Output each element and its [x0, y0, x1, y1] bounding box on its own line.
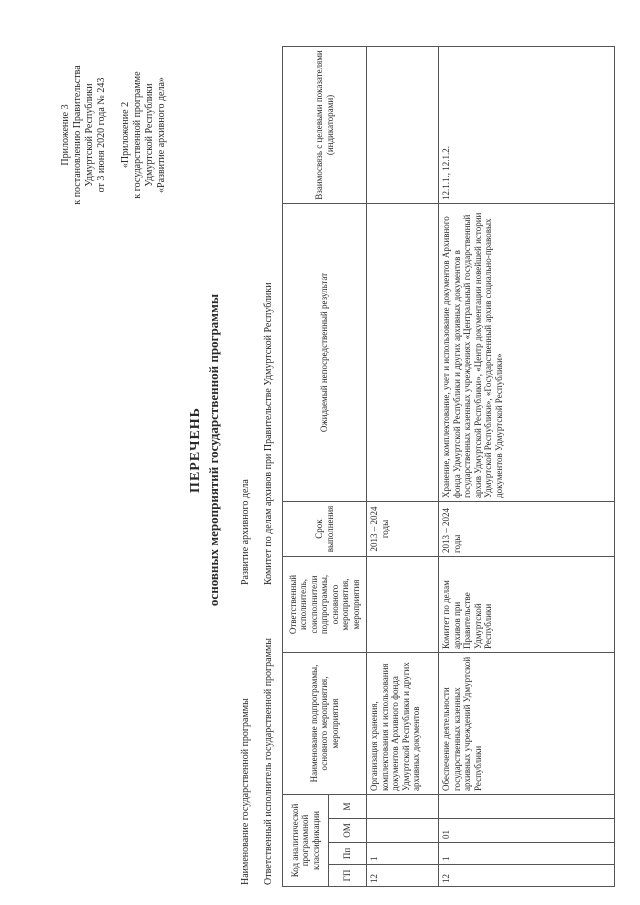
appendix-line: «Развитие архивного дела»	[156, 77, 167, 193]
cell-name: Обеспечение деятельности государственных казенных архивных учреждений Удмуртской Республики	[439, 653, 615, 795]
cell-gp: 12	[439, 865, 615, 887]
activities-table	[282, 46, 615, 887]
cell-m	[367, 795, 439, 819]
program-label: Наименование государственной программы	[240, 698, 251, 885]
document-title	[188, 145, 222, 755]
cell-link	[367, 47, 439, 204]
program-value: Развитие архивного дела	[240, 479, 251, 585]
executor-value: Комитет по делам архивов при Правительстве Удмуртской Республики	[263, 282, 274, 585]
executor-label: Ответственный исполнитель государственной программы	[263, 638, 274, 885]
appendix-gap	[108, 60, 120, 210]
appendix-line: к постановлению Правительства	[72, 65, 83, 205]
appendix-line: Удмуртской Республики	[144, 83, 155, 187]
header-om: ОМ	[329, 819, 367, 843]
title-main: ПЕРЕЧЕНЬ	[188, 407, 203, 493]
header-name: Наименование подпрограммы, основного мероприятия, мероприятия	[283, 653, 367, 795]
cell-term: 2013 – 2024 годы	[439, 502, 615, 557]
header-result: Ожидаемый непосредственный результат	[283, 204, 367, 502]
cell-om	[367, 819, 439, 843]
header-code-group: Код аналитической программной классификации	[283, 795, 329, 887]
cell-pp: 1	[367, 843, 439, 865]
header-responsible: Ответственный исполнитель, соисполнители подпрограммы, основного мероприятия, мероприятия	[283, 557, 367, 653]
table-row	[439, 47, 615, 887]
cell-result	[367, 204, 439, 502]
cell-term: 2013 – 2024 годы	[367, 502, 439, 557]
cell-name: Организация хранения, комплектования и использования документов Архивного фонда Удмуртской Республики и других архивных документов	[367, 653, 439, 795]
title-sub: основных мероприятий государственной программы	[206, 293, 221, 607]
cell-result: Хранение, комплектование, учет и использование документов Архивного фонда Удмуртской Республики и других архивных документов в государственных казенных учреждениях «Центральный государственный архив Удмуртской Республики», «Центр документации новейшей истории Удмуртской Республики», «Государственный архив социально-правовых документов Удмуртской Республики»	[439, 204, 615, 502]
appendix-line: к государственной программе	[132, 71, 143, 199]
header-gp: ГП	[329, 865, 367, 887]
header-link: Взаимосвязь с целевыми показателями (индикаторами)	[283, 47, 367, 204]
cell-m	[439, 795, 615, 819]
appendix-line: от 3 июня 2020 года № 243	[96, 77, 107, 193]
table-row	[367, 47, 439, 887]
appendix-line: «Приложение 2	[120, 101, 131, 169]
header-m: М	[329, 795, 367, 819]
appendix-block	[60, 60, 168, 210]
appendix-line: Приложение 3	[60, 104, 71, 166]
cell-link: 12.1.1., 12.1.2.	[439, 47, 615, 204]
cell-pp: 1	[439, 843, 615, 865]
cell-om: 01	[439, 819, 615, 843]
cell-gp: 12	[367, 865, 439, 887]
cell-responsible: Комитет по делам архивов при Правительстве Удмуртской Республики	[439, 557, 615, 653]
header-term: Срок выполнения	[283, 502, 367, 557]
cell-responsible	[367, 557, 439, 653]
header-pp: Пп	[329, 843, 367, 865]
appendix-line: Удмуртской Республики	[84, 83, 95, 187]
